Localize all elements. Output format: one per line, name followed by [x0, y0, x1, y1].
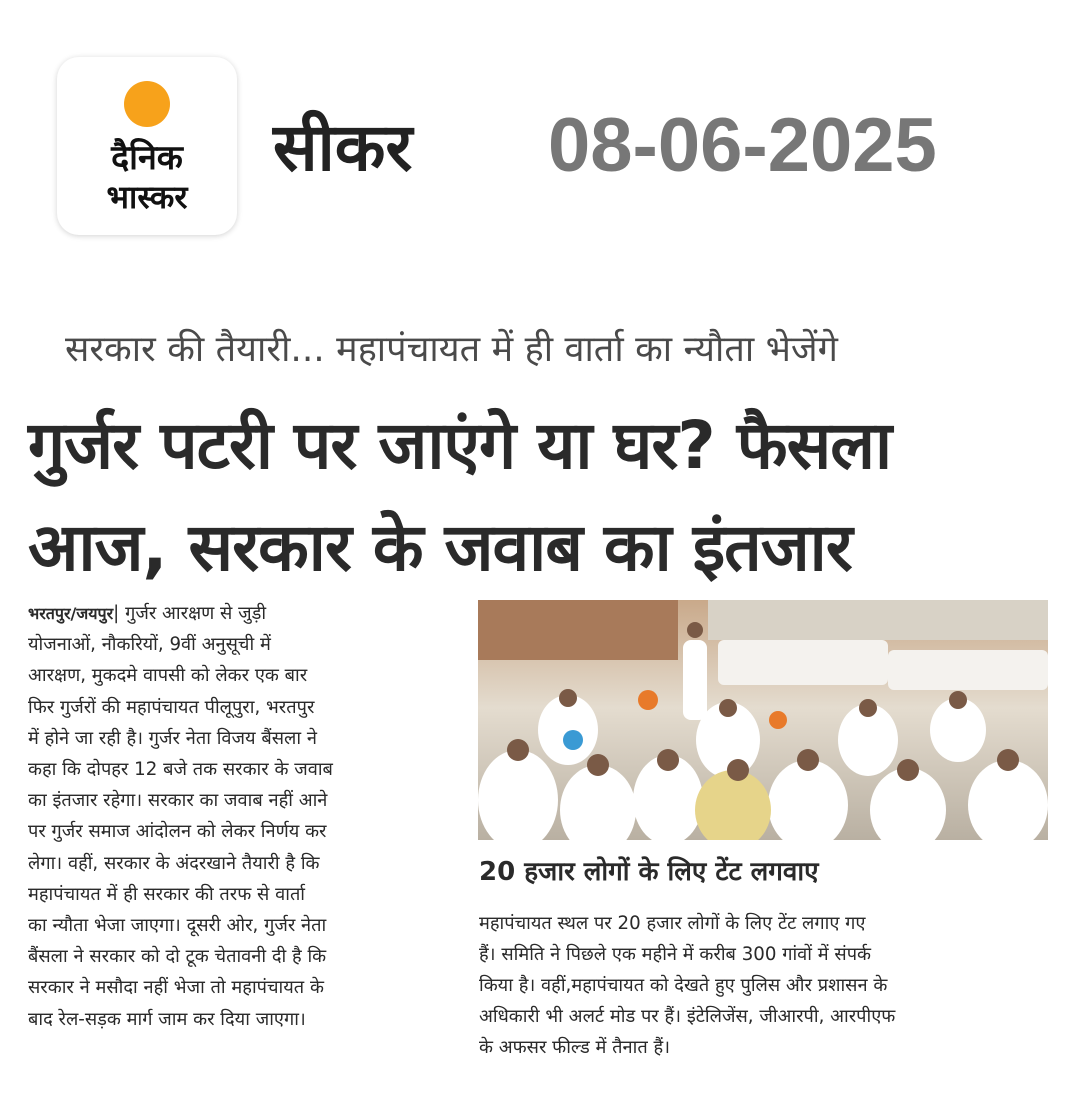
body-line: में होने जा रही है। गुर्जर नेता विजय बैंसला ने — [28, 727, 317, 749]
edition-date: 08-06-2025 — [548, 103, 937, 188]
body-line: सरकार ने मसौदा नहीं भेजा तो महापंचायत के — [28, 977, 324, 999]
sub-body-line: अधिकारी भी अलर्ट मोड पर हैं। इंटेलिजेंस, जीआरपी, आरपीएफ — [479, 1006, 896, 1027]
body-line: बाद रेल-सड़क मार्ग जाम कर दिया जाएगा। — [28, 1008, 306, 1030]
body-line: का न्यौता भेजा जाएगा। दूसरी ओर, गुर्जर नेता — [28, 915, 327, 937]
body-line: योजनाओं, नौकरियों, 9वीं अनुसूची में — [28, 634, 271, 656]
body-line: का इंतजार रहेगा। सरकार का जवाब नहीं आने — [28, 790, 328, 812]
brand-name-line2: भास्कर — [106, 178, 188, 216]
brand-name-line1: दैनिक — [111, 138, 183, 178]
body-line — [28, 598, 440, 629]
sub-body-line: किया है। वहीं,महापंचायत को देखते हुए पुलिस और प्रशासन के — [479, 975, 888, 996]
sub-body-line: के अफसर फील्ड में तैनात हैं। — [479, 1037, 671, 1058]
headline-line-1: गुर्जर पटरी पर जाएंगे या घर? फैसला — [28, 407, 892, 484]
dateline-separator: | — [113, 603, 126, 624]
article-body — [28, 598, 440, 1035]
brand-logo — [57, 57, 237, 235]
headline-line-2: आज, सरकार के जवाब का इंतजार — [28, 509, 852, 586]
body-line: आरक्षण, मुकदमे वापसी को लेकर एक बार — [28, 665, 308, 687]
sun-dot-icon — [124, 81, 170, 127]
sub-article-body — [479, 908, 1051, 1063]
body-line: पर गुर्जर समाज आंदोलन को लेकर निर्णय कर — [28, 821, 327, 843]
article-kicker: सरकार की तैयारी... महापंचायत में ही वार्ता का न्यौता भेजेंगे — [65, 329, 838, 370]
body-line: कहा कि दोपहर 12 बजे तक सरकार के जवाब — [28, 759, 333, 781]
news-photo-crowd — [478, 600, 1048, 840]
body-text: गुर्जर आरक्षण से जुड़ी — [125, 603, 267, 624]
body-line: फिर गुर्जरों की महापंचायत पीलूपुरा, भरतपुर — [28, 696, 315, 718]
dateline: भरतपुर/जयपुर — [28, 604, 114, 623]
sub-body-line: महापंचायत स्थल पर 20 हजार लोगों के लिए टेंट लगाए गए — [479, 913, 866, 934]
body-line: महापंचायत में ही सरकार की तरफ से वार्ता — [28, 883, 306, 905]
body-line: लेगा। वहीं, सरकार के अंदरखाने तैयारी है कि — [28, 852, 320, 874]
sub-body-line: हैं। समिति ने पिछले एक महीने में करीब 300 गांवों में संपर्क — [479, 944, 872, 965]
edition-city: सीकर — [273, 109, 413, 186]
body-line: बैंसला ने सरकार को दो टूक चेतावनी दी है कि — [28, 946, 327, 968]
sub-headline: 20 हजार लोगों के लिए टेंट लगवाए — [479, 857, 819, 887]
